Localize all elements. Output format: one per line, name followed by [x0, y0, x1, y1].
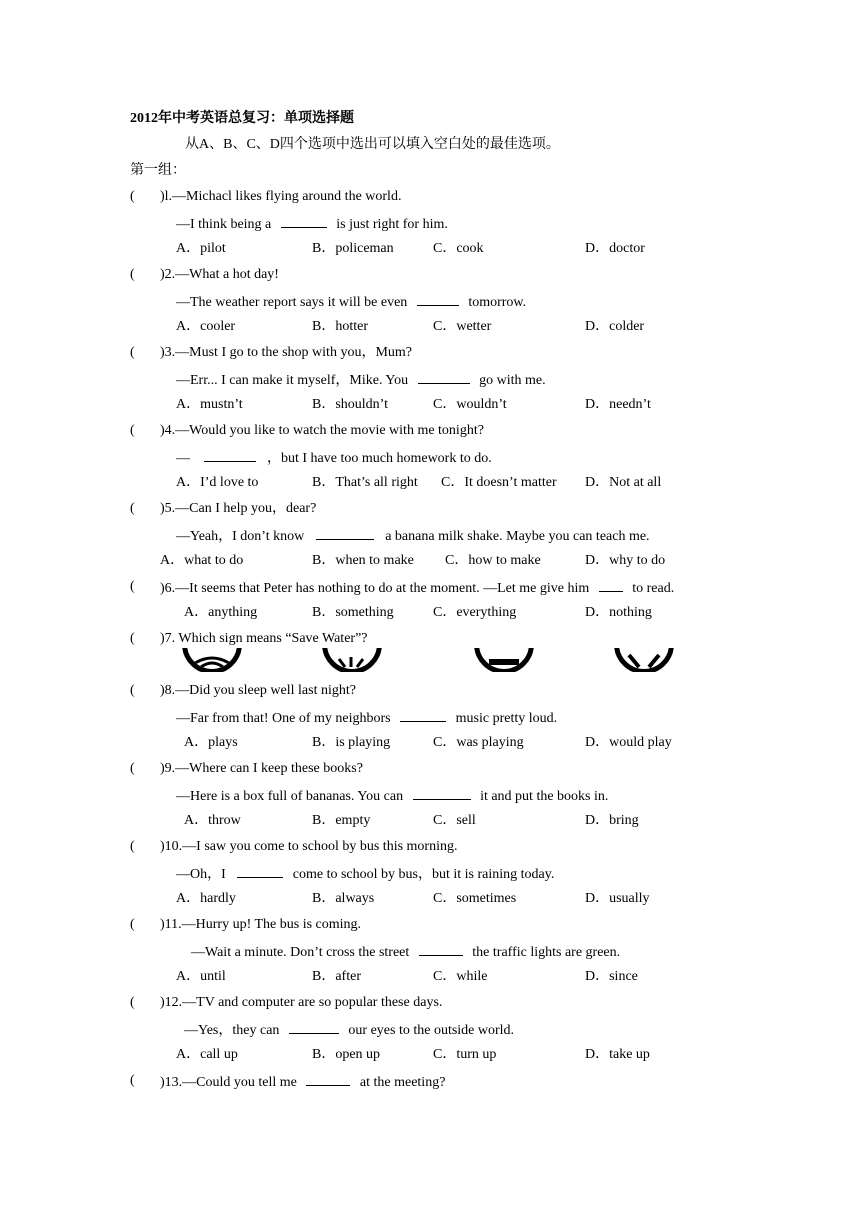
answer-paren[interactable]: ( — [130, 267, 135, 282]
answer-paren[interactable]: ( — [130, 1073, 135, 1088]
option-b[interactable]: B．after — [312, 969, 361, 984]
q1-text-post: is just right for him. — [336, 217, 448, 232]
q3-text-post: go with me. — [479, 373, 546, 388]
option-c[interactable]: C．turn up — [433, 1047, 497, 1062]
option-a[interactable]: A．what to do — [160, 553, 244, 568]
option-c[interactable]: C．sometimes — [433, 891, 517, 906]
q10-text-post: come to school by bus，but it is raining today. — [292, 867, 555, 882]
q3-text-pre: —Err... I can make it myself，Mike. You — [176, 373, 409, 388]
answer-paren[interactable]: ( — [130, 423, 135, 438]
q9-text-pre: —Here is a box full of bananas. You can — [176, 789, 404, 804]
answer-blank — [419, 943, 463, 956]
option-b[interactable]: B．when to make — [312, 553, 414, 568]
q10-text-pre: —Oh，I — [176, 867, 226, 882]
question-11-line1: )11.—Hurry up! The bus is coming. — [160, 917, 362, 932]
option-d[interactable]: D．doctor — [585, 241, 645, 256]
option-c[interactable]: C．was playing — [433, 735, 524, 750]
answer-blank — [400, 709, 446, 722]
option-d[interactable]: D．usually — [585, 891, 650, 906]
option-d[interactable]: D．since — [585, 969, 638, 984]
answer-paren[interactable]: ( — [130, 917, 135, 932]
q2-text-post: tomorrow. — [468, 295, 527, 310]
question-12-line2 — [184, 1021, 514, 1039]
answer-blank — [204, 449, 256, 462]
option-b[interactable]: B．That’s all right — [312, 475, 418, 490]
question-5-line1: )5.—Can I help you，dear? — [160, 501, 317, 516]
option-a[interactable]: A．I’d love to — [176, 475, 259, 490]
option-a[interactable]: A．pilot — [176, 241, 226, 256]
answer-paren[interactable]: ( — [130, 345, 135, 360]
question-7-line1: )7. Which sign means “Save Water”? — [160, 631, 368, 646]
q4-text-pre: — — [176, 451, 190, 466]
q9-text-post: it and put the books in. — [480, 789, 609, 804]
question-13-line1 — [160, 1073, 445, 1091]
option-d[interactable]: D．bring — [585, 813, 639, 828]
q2-text-pre: —The weather report says it will be even — [176, 295, 408, 310]
sign-b-icon[interactable] — [322, 648, 382, 672]
question-10-line1: )10.—I saw you come to school by bus this morning. — [160, 839, 458, 854]
option-a[interactable]: A．cooler — [176, 319, 236, 334]
group-label: 第一组： — [130, 163, 186, 178]
answer-paren[interactable]: ( — [130, 501, 135, 516]
sign-d-icon[interactable] — [614, 648, 674, 672]
option-c[interactable]: C．It doesn’t matter — [441, 475, 557, 490]
question-3-line2 — [176, 371, 546, 389]
q6-text-post: to read. — [632, 581, 675, 596]
answer-blank — [599, 579, 623, 592]
option-b[interactable]: B．is playing — [312, 735, 391, 750]
question-12-line1: )12.—TV and computer are so popular these days. — [160, 995, 443, 1010]
q5-text-post: a banana milk shake. Maybe you can teach me. — [385, 529, 650, 544]
answer-paren[interactable]: ( — [130, 839, 135, 854]
option-b[interactable]: B．always — [312, 891, 375, 906]
instructions: 从A、B、C、D四个选项中选出可以填入空白处的最佳选项。 — [185, 137, 560, 152]
q12-text-post: our eyes to the outside world. — [348, 1023, 515, 1038]
answer-paren[interactable]: ( — [130, 189, 135, 204]
question-2-line2 — [176, 293, 526, 311]
q12-text-pre: —Yes，they can — [184, 1023, 280, 1038]
sign-images-row — [0, 648, 860, 672]
question-9-line1: )9.—Where can I keep these books? — [160, 761, 363, 776]
answer-blank — [237, 865, 283, 878]
q11-text-pre: —Wait a minute. Don’t cross the street — [191, 945, 410, 960]
option-a[interactable]: A．plays — [184, 735, 238, 750]
question-9-line2 — [176, 787, 608, 805]
answer-paren[interactable]: ( — [130, 995, 135, 1010]
q8-text-post: music pretty loud. — [455, 711, 558, 726]
answer-blank — [281, 215, 327, 228]
option-b[interactable]: B．open up — [312, 1047, 381, 1062]
question-10-line2 — [176, 865, 554, 883]
answer-blank — [289, 1021, 339, 1034]
q1-text-pre: —I think being a — [176, 217, 272, 232]
sign-c-icon[interactable] — [474, 648, 534, 672]
question-3-line1: )3.—Must I go to the shop with you，Mum? — [160, 345, 412, 360]
option-a[interactable]: A．call up — [176, 1047, 238, 1062]
option-d[interactable]: D．why to do — [585, 553, 666, 568]
option-a[interactable]: A．until — [176, 969, 226, 984]
answer-paren[interactable]: ( — [130, 579, 135, 594]
q11-text-post: the traffic lights are green. — [472, 945, 621, 960]
option-a[interactable]: A．throw — [184, 813, 241, 828]
option-c[interactable]: C．wetter — [433, 319, 492, 334]
q8-text-pre: —Far from that! One of my neighbors — [176, 711, 391, 726]
option-d[interactable]: D．needn’t — [585, 397, 651, 412]
option-b[interactable]: B．hotter — [312, 319, 368, 334]
option-c[interactable]: C．wouldn’t — [433, 397, 507, 412]
question-6-line1 — [160, 579, 674, 597]
option-c[interactable]: C．sell — [433, 813, 476, 828]
question-8-line1: )8.—Did you sleep well last night? — [160, 683, 356, 698]
question-4-line1: )4.—Would you like to watch the movie with me tonight? — [160, 423, 484, 438]
answer-blank — [418, 371, 470, 384]
option-a[interactable]: A．mustn’t — [176, 397, 243, 412]
option-a[interactable]: A．anything — [184, 605, 258, 620]
option-d[interactable]: D．nothing — [585, 605, 652, 620]
question-2-line1: )2.—What a hot day! — [160, 267, 279, 282]
option-c[interactable]: C．how to make — [445, 553, 541, 568]
answer-blank — [417, 293, 459, 306]
answer-paren[interactable]: ( — [130, 683, 135, 698]
option-c[interactable]: C．cook — [433, 241, 484, 256]
option-b[interactable]: B．empty — [312, 813, 371, 828]
option-b[interactable]: B．shouldn’t — [312, 397, 388, 412]
question-1-line2 — [176, 215, 448, 233]
option-c[interactable]: C．everything — [433, 605, 517, 620]
q13-text-post: at the meeting? — [359, 1075, 446, 1090]
option-b[interactable]: B．policeman — [312, 241, 394, 256]
answer-blank — [413, 787, 471, 800]
page-title: 2012年中考英语总复习：单项选择题 — [130, 111, 354, 126]
answer-blank — [316, 527, 374, 540]
option-a[interactable]: A．hardly — [176, 891, 236, 906]
option-d[interactable]: D．colder — [585, 319, 645, 334]
q5-text-pre: —Yeah，I don’t know — [176, 529, 305, 544]
q6-text-pre: )6.—It seems that Peter has nothing to do at the moment. —Let me give him — [160, 581, 590, 596]
answer-paren[interactable]: ( — [130, 631, 135, 646]
q4-text-post: ，but I have too much homework to do. — [267, 451, 492, 466]
option-d[interactable]: D．Not at all — [585, 475, 662, 490]
answer-paren[interactable]: ( — [130, 761, 135, 776]
question-1-line1: )l.—Michacl likes flying around the world. — [160, 189, 402, 204]
option-d[interactable]: D．would play — [585, 735, 672, 750]
q13-text-pre: )13.—Could you tell me — [160, 1075, 297, 1090]
sign-a-icon[interactable] — [182, 648, 242, 672]
option-d[interactable]: D．take up — [585, 1047, 650, 1062]
option-b[interactable]: B．something — [312, 605, 394, 620]
question-8-line2 — [176, 709, 557, 727]
question-4-line2 — [176, 449, 492, 467]
question-5-line2 — [176, 527, 650, 545]
question-11-line2 — [191, 943, 620, 961]
answer-blank — [306, 1073, 350, 1086]
option-c[interactable]: C．while — [433, 969, 488, 984]
